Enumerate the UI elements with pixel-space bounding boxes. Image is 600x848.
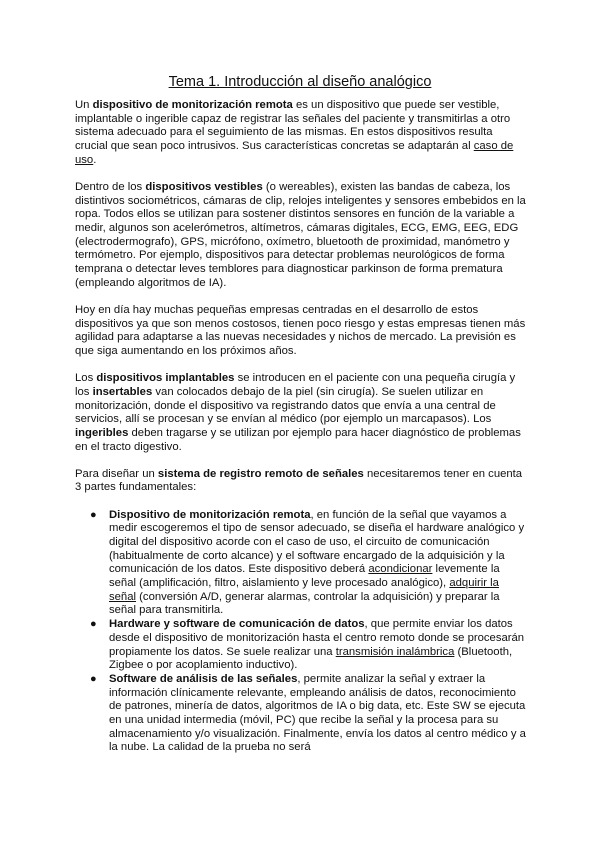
paragraph-wearables [75,181,527,291]
text: . [93,153,97,166]
text: (conversión A/D, generar alarmas, controlar la adquisición) y preparar la señal para transmitirla. [109,590,500,617]
text: Para diseñar un [75,467,158,480]
underlined-term: caso de uso [75,140,514,166]
paragraph-implantables [75,372,527,454]
text: se introducen en el paciente con una pequeña cirugía y los [75,372,516,398]
page-title: Tema 1. Introducción al diseño analógico [168,74,432,90]
text: Los [75,372,97,385]
text: es un dispositivo que puede ser vestible, implantable o ingerible capaz de registrar las señales del paciente y transmitirlas a otro sistema adecuado para el seguimiento de las mismas. En estos dispositivos resulta crucial que sean poco intrusivos. Sus características concretas se adaptarán al [75,99,511,153]
bullet-icon: ● [90,618,97,631]
paragraph-intro [75,99,527,168]
list-item [90,672,527,755]
bold-term: Dispositivo de monitorización remota [109,508,311,521]
bullet-icon: ● [90,508,97,521]
text: van colocados debajo de la piel (sin cirugía). Se suelen utilizar en monitorización, donde el dispositivo va registrando datos que envía a una central de servicios, allí se procesan y se envían al médico (por ejemplo un marcapasos). Los [75,385,496,426]
bold-term: sistema de registro remoto de señales [157,467,364,480]
text: , permite analizar la señal y extraer la información clínicamente relevante, empleando análisis de datos, reconocimiento de patrones, minería de datos, algoritmos de IA o big data, etc. Este SW se ejecuta en una unidad intermedia (móvil, PC) que recibe la señal y la procesa para su almacenamiento y/o visualización. Finalmente, envía los datos al centro médico y a la nube. La calidad de la prueba no será [109,672,526,754]
bullet-icon: ● [90,672,97,685]
text: Hoy en día hay muchas pequeñas empresas centradas en el desarrollo de estos dispositivos ya que son menos costosos, tienen poco riesgo y estas empresas tienen más agilidad para adaptarse a las nuevas necesidades y nichos de mercado. La previsión es que siga aumentando en los próximos años. [75,303,526,358]
bold-term: Software de análisis de las señales [109,672,298,685]
underlined-term: adquirir la señal [109,577,499,603]
document-body [75,99,527,755]
text: (Bluetooth, Zigbee o por acoplamiento inductivo). [109,645,513,672]
paragraph-system [75,468,527,495]
bold-term: insertables [92,385,153,398]
bold-term: ingeribles [75,426,129,439]
fundamental-parts-list [75,509,527,756]
bold-term: dispositivo de monitorización remota [92,99,293,111]
text: (o wereables), existen las bandas de cabeza, los distintivos sociométricos, cámaras de clip, relojes inteligentes y sensores embebidos en la ropa. Todos ellos se utilizan para sostener distintos sensores en función de la variable a medir, algunos son acelerómetros, altímetros, cámaras digitales, ECG, EMG, EEG, EDG (electrodermografo), GPS, micrófono, oxímetro, bluetooth de proximidad, manómetro y termómetro. Por ejemplo, dispositivos para detectar problemas neurológicos de forma temprana o detectar leves temblores para diagnosticar parkinson de forma prematura (empleando algoritmos de IA). [75,180,526,289]
text: necesitaremos tener en cuenta 3 partes fundamentales: [75,467,523,494]
text: , en función de la señal que vayamos a medir escogeremos el tipo de sensor adecuado, se diseña el hardware analógico y digital del dispositivo acorde con el caso de uso, el circuito de comunicación (habitualmente de corto alcance) y el software encargado de la adquisición y la comunicación de los datos. Este dispositivo deberá [109,508,525,576]
underlined-term: transmisión inalámbrica [335,645,455,658]
paragraph-companies [75,304,527,359]
text: , que permite enviar los datos desde el dispositivo de monitorización hasta el centro remoto donde se procesarán propiamente los datos. Se suele realizar una [109,618,525,658]
bold-term: dispositivos implantables [96,372,235,385]
text: levemente la señal (amplificación, filtro, aislamiento y leve procesado analógico), [109,563,500,590]
underlined-term: acondicionar [368,563,433,576]
bold-term: dispositivos vestibles [145,180,263,193]
text: Dentro de los [75,180,146,193]
bold-term: Hardware y software de comunicación de datos [109,618,365,631]
text: deben tragarse y se utilizan por ejemplo para hacer diagnóstico de problemas en el tracto digestivo. [75,426,521,453]
list-item [90,618,527,673]
text: Un [75,99,93,111]
list-item [90,508,527,619]
